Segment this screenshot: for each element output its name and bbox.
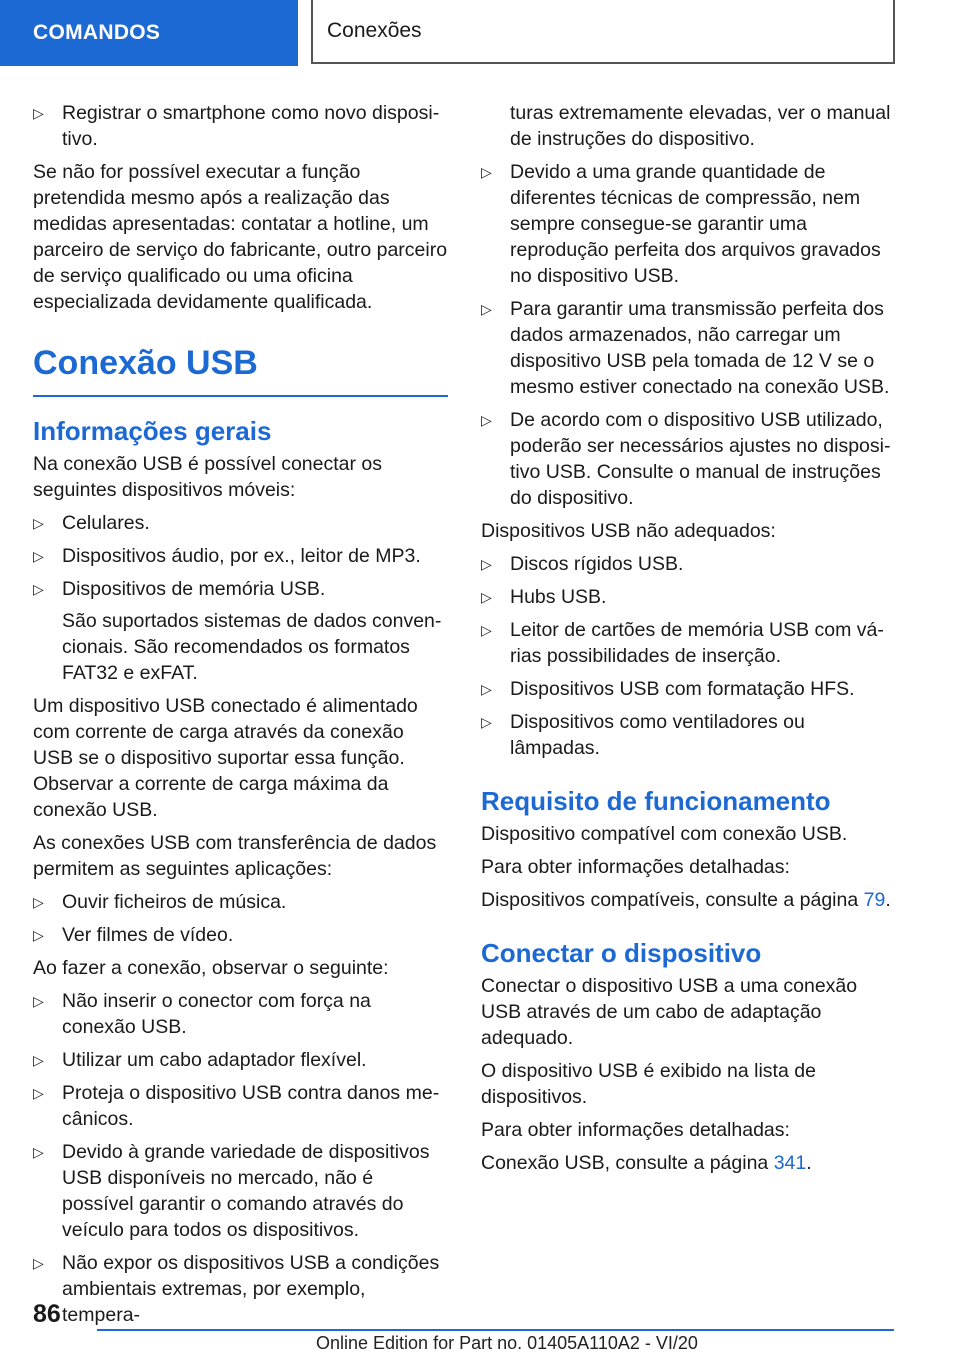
list-item: ▷ Registrar o smartphone como novo dispositivo.: [33, 102, 440, 150]
triangle-bullet-icon: ▷: [33, 105, 44, 121]
list-item: ▷ Discos rígidos USB.: [481, 553, 684, 575]
paragraph: Se não for possível executar a função pretendida mesmo após a realização das medidas apresentadas: contatar a hotline, um parceiro de serviço do fabricante, outro parceiro de serviço qualificado ou uma oficina especializada devidamente qualificada.: [33, 161, 448, 313]
paragraph: Conexão USB, consulte a página 341.: [481, 1152, 812, 1174]
list-item: ▷ Proteja o dispositivo USB contra danos mecânicos.: [33, 1082, 440, 1130]
paragraph: Um dispositivo USB conectado é alimentado com corrente de carga através da conexão USB se o dispositivo suportar essa função. Observar a corrente de carga máxima da conexão USB.: [33, 695, 418, 821]
list-item: ▷ Celulares.: [33, 512, 150, 534]
page-link[interactable]: 341: [773, 1152, 807, 1174]
triangle-bullet-icon: ▷: [33, 894, 44, 910]
unsuitable-devices-list: [481, 551, 893, 761]
devices-list: [33, 510, 448, 686]
list-item: ▷ Dispositivos como ventiladores ou lâmpadas.: [481, 711, 805, 759]
list-item-continuation: turas extremamente elevadas, ver o manual de instruções do dispositivo.: [510, 102, 891, 150]
triangle-bullet-icon: ▷: [33, 1052, 44, 1068]
notes-list-continued: [481, 159, 893, 511]
triangle-bullet-icon: ▷: [33, 993, 44, 1009]
triangle-bullet-icon: ▷: [481, 589, 492, 605]
chapter-title-text: Conexões: [327, 19, 422, 42]
triangle-bullet-icon: ▷: [33, 515, 44, 531]
section-label: COMANDOS: [33, 21, 161, 44]
triangle-bullet-icon: ▷: [33, 927, 44, 943]
left-column: [33, 100, 448, 1335]
footer-edition: Online Edition for Part no. 01405A110A2 - VI/20: [316, 1333, 698, 1353]
paragraph: As conexões USB com transferência de dados permitem as seguintes aplicações:: [33, 832, 437, 880]
list-item: ▷ Não expor os dispositivos USB a condições ambientais extremas, por exemplo, tempera-: [33, 1252, 440, 1326]
list-item: ▷ De acordo com o dispositivo USB utilizado, poderão ser necessários ajustes no dispositivo USB. Consulte o manual de instruções do dispositivo.: [481, 409, 891, 509]
list-item-note: São suportados sistemas de dados convencionais. São recomendados os formatos FAT32 e exFAT.: [62, 610, 442, 684]
paragraph: Para obter informações detalhadas:: [481, 856, 790, 878]
paragraph: Conectar o dispositivo USB a uma conexão USB através de um cabo de adaptação adequado.: [481, 975, 858, 1049]
right-column: [481, 100, 893, 1183]
paragraph: Para obter informações detalhadas:: [481, 1119, 790, 1141]
triangle-bullet-icon: ▷: [33, 1085, 44, 1101]
subsection-heading: Conectar o dispositivo: [481, 938, 762, 968]
triangle-bullet-icon: ▷: [33, 581, 44, 597]
triangle-bullet-icon: ▷: [481, 412, 492, 428]
section-tab: [0, 0, 298, 66]
list-item: ▷ Leitor de cartões de memória USB com várias possibilidades de inserção.: [481, 619, 884, 667]
section-heading: Conexão USB: [33, 343, 448, 397]
triangle-bullet-icon: ▷: [481, 164, 492, 180]
paragraph: Na conexão USB é possível conectar os seguintes dispositivos móveis:: [33, 453, 383, 501]
list-item: ▷ Para garantir uma transmissão perfeita dos dados armazenados, não carregar um dispositivo USB pela tomada de 12 V se o mesmo estiver conectado na conexão USB.: [481, 298, 890, 398]
footer-divider: [97, 1329, 894, 1331]
list-item: ▷ Dispositivos de memória USB. São suportados sistemas de dados convencionais. São recomendados os formatos FAT32 e exFAT.: [33, 576, 448, 686]
page-link[interactable]: 79: [863, 889, 886, 911]
triangle-bullet-icon: ▷: [481, 622, 492, 638]
paragraph: Dispositivos compatíveis, consulte a página 79.: [481, 889, 891, 911]
subsection-heading: Requisito de funcionamento: [481, 786, 831, 816]
list-item: ▷ Não inserir o conector com força na conexão USB.: [33, 990, 371, 1038]
subsection-heading: Informações gerais: [33, 416, 272, 446]
paragraph: Dispositivos USB não adequados:: [481, 520, 776, 542]
triangle-bullet-icon: ▷: [481, 556, 492, 572]
list-item: ▷ Utilizar um cabo adaptador flexível.: [33, 1049, 367, 1071]
triangle-bullet-icon: ▷: [481, 714, 492, 730]
list-item: ▷ Dispositivos áudio, por ex., leitor de MP3.: [33, 545, 421, 567]
paragraph: Ao fazer a conexão, observar o seguinte:: [33, 957, 389, 979]
notes-list: [33, 988, 448, 1328]
triangle-bullet-icon: ▷: [33, 1255, 44, 1271]
list-item: ▷ Devido a uma grande quantidade de diferentes técnicas de compressão, nem sempre consegue-se garantir uma reprodução perfeita dos arquivos gravados no dispositivo USB.: [481, 161, 881, 287]
paragraph: Dispositivo compatível com conexão USB.: [481, 823, 848, 845]
list-item: ▷ Hubs USB.: [481, 586, 607, 608]
list-item: ▷ Devido à grande variedade de dispositivos USB disponíveis no mercado, não é possível garantir o comando através do veículo para todos os dispositivos.: [33, 1141, 430, 1241]
list-item: ▷ Ouvir ficheiros de música.: [33, 891, 287, 913]
list-item: ▷ Dispositivos USB com formatação HFS.: [481, 678, 855, 700]
chapter-title: [311, 0, 895, 64]
applications-list: [33, 889, 448, 948]
triangle-bullet-icon: ▷: [481, 301, 492, 317]
page-number: 86: [33, 1300, 61, 1328]
triangle-bullet-icon: ▷: [33, 1144, 44, 1160]
triangle-bullet-icon: ▷: [33, 548, 44, 564]
intro-list: [33, 100, 448, 152]
triangle-bullet-icon: ▷: [481, 681, 492, 697]
paragraph: O dispositivo USB é exibido na lista de dispositivos.: [481, 1060, 816, 1108]
list-item: ▷ Ver filmes de vídeo.: [33, 924, 234, 946]
